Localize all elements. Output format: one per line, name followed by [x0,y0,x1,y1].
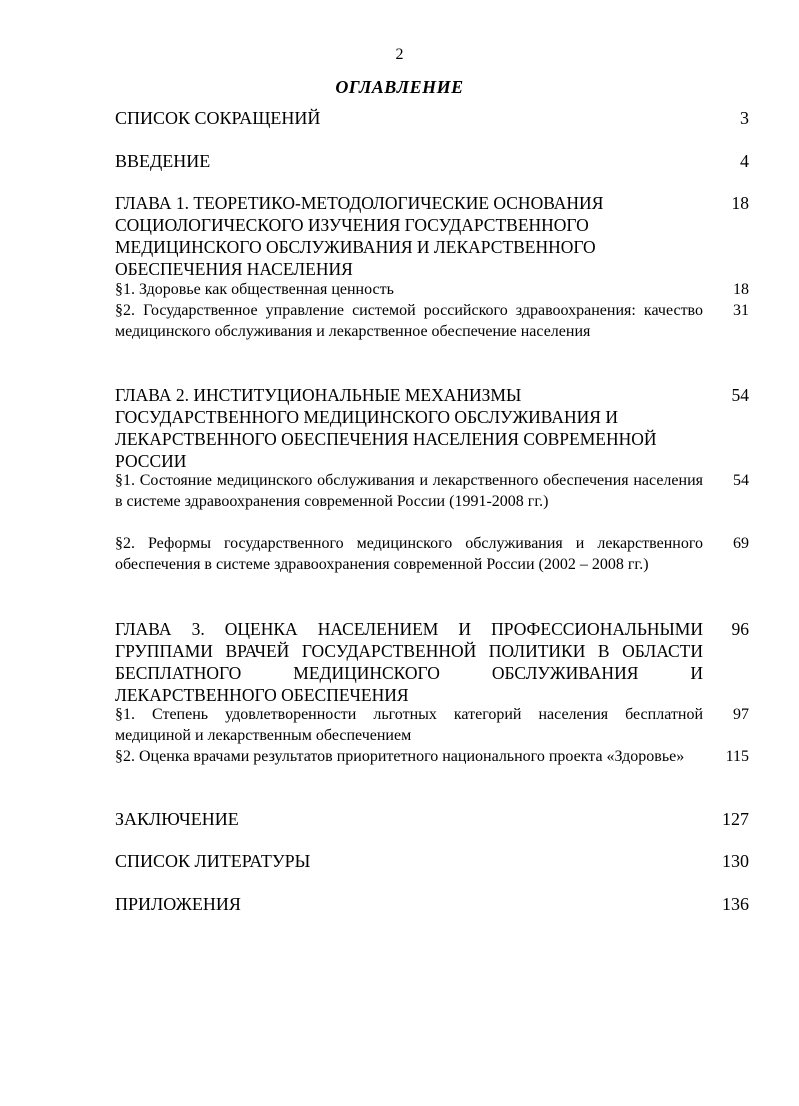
toc-entry-text: ЗАКЛЮЧЕНИЕ [115,809,239,829]
page-title: ОГЛАВЛЕНИЕ [335,77,464,97]
toc-entry-page: 54 [733,472,749,489]
toc-entry-text: ПРИЛОЖЕНИЯ [115,894,241,914]
toc-entry-page: 136 [722,894,749,914]
toc-entry-chapter-1-section-2 [115,300,749,342]
toc-entry-page: 3 [740,108,749,128]
toc-entry-abbreviations [115,107,749,129]
toc-entry-chapter-1-section-1 [115,279,749,300]
page-number: 2 [395,46,404,63]
toc-entry-page: 96 [731,619,749,639]
toc-entry-page: 54 [731,385,749,405]
toc-entry-page: 97 [733,706,749,723]
toc-entry-text: ГЛАВА 3. ОЦЕНКА НАСЕЛЕНИЕМ И ПРОФЕССИОНАЛЬНЫМИ ГРУППАМИ ВРАЧЕЙ ГОСУДАРСТВЕННОЙ ПОЛИТИКИ В ОБЛАСТИ БЕСПЛАТНОГО МЕДИЦИНСКОГО ОБСЛУЖИВАНИЯ И ЛЕКАРСТВЕННОГО ОБЕСПЕЧЕНИЯ [115,619,703,705]
toc-entry-chapter-2-section-1 [115,470,749,512]
toc-entry-text: §2. Государственное управление системой российского здравоохранения: качество медицинского обслуживания и лекарственное обеспечение населения [115,302,703,340]
toc-entry-chapter-3-section-1 [115,704,749,746]
toc-entry-chapter-2-section-2 [115,533,749,575]
toc-entry-appendix [115,893,749,915]
toc-entry-text: §2. Оценка врачами результатов приоритетного национального проекта «Здоровье» [115,748,685,765]
toc-entry-page: 130 [722,851,749,871]
toc-entry-page: 69 [733,535,749,552]
toc-entry-chapter-3-section-2 [115,746,749,767]
toc-entry-text: ГЛАВА 1. ТЕОРЕТИКО-МЕТОДОЛОГИЧЕСКИЕ ОСНОВАНИЯ СОЦИОЛОГИЧЕСКОГО ИЗУЧЕНИЯ ГОСУДАРСТВЕННОГО МЕДИЦИНСКОГО ОБСЛУЖИВАНИЯ И ЛЕКАРСТВЕННОГО ОБЕСПЕЧЕНИЯ НАСЕЛЕНИЯ [115,193,604,279]
toc-entry-conclusion [115,808,749,830]
toc-entry-text: СПИСОК ЛИТЕРАТУРЫ [115,851,311,871]
toc-entry-page: 18 [731,193,749,213]
toc-entry-page: 4 [740,151,749,171]
toc-entry-text: §2. Реформы государственного медицинского обслуживания и лекарственного обеспечения в системе здравоохранения современной России (2002 – 2008 гг.) [115,535,703,573]
toc-entry-page: 18 [733,281,749,298]
toc-entry-literature [115,850,749,872]
toc-entry-introduction [115,150,749,172]
toc-entry-chapter-3 [115,618,749,706]
toc-entry-page: 127 [722,809,749,829]
toc-entry-chapter-2 [115,384,749,472]
toc-entry-text: ГЛАВА 2. ИНСТИТУЦИОНАЛЬНЫЕ МЕХАНИЗМЫ ГОСУДАРСТВЕННОГО МЕДИЦИНСКОГО ОБСЛУЖИВАНИЯ И ЛЕКАРСТВЕННОГО ОБЕСПЕЧЕНИЯ НАСЕЛЕНИЯ СОВРЕМЕННОЙ РОССИИ [115,385,657,471]
toc-entry-text: §1. Состояние медицинского обслуживания и лекарственного обеспечения населения в системе здравоохранения современной России (1991-2008 гг.) [115,472,703,510]
toc-entry-text: ВВЕДЕНИЕ [115,151,211,171]
toc-entry-text: §1. Здоровье как общественная ценность [115,281,394,298]
toc-entry-text: СПИСОК СОКРАЩЕНИЙ [115,108,321,128]
toc-entry-text: §1. Степень удовлетворенности льготных категорий населения бесплатной медициной и лекарственным обеспечением [115,706,703,744]
toc-entry-page: 31 [733,302,749,319]
toc-entry-chapter-1 [115,192,749,280]
toc-entry-page: 115 [725,748,749,765]
